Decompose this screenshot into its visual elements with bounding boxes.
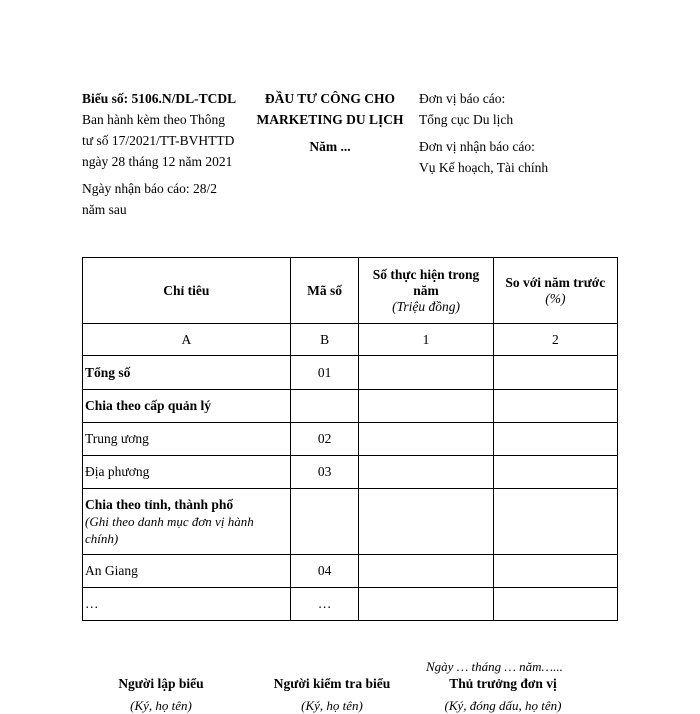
table-header-row: [83, 258, 618, 324]
checker-signature: [262, 676, 402, 714]
col-header-actual-line2: năm: [413, 282, 439, 298]
reporting-unit: Tổng cục Du lịch: [419, 112, 514, 127]
row-label: Chia theo tỉnh, thành phố: [85, 497, 234, 512]
col-letter-1: 1: [359, 324, 493, 356]
cell-compare: [493, 555, 617, 588]
table-row: [83, 588, 618, 621]
table-row: [83, 356, 618, 390]
col-header-actual: [359, 258, 493, 324]
col-letter-row: [83, 324, 618, 356]
reporting-unit-label: Đơn vị báo cáo:: [419, 91, 506, 106]
row-code: [290, 489, 359, 555]
row-label: An Giang: [83, 555, 291, 588]
col-letter-b: B: [290, 324, 359, 356]
row-label: Chia theo cấp quản lý: [83, 390, 291, 423]
cell-compare: [493, 390, 617, 423]
report-year: Năm ...: [309, 139, 351, 154]
row-label: Địa phương: [83, 456, 291, 489]
preparer-signature: [96, 676, 226, 714]
row-code: 02: [290, 423, 359, 456]
cell-actual: [359, 588, 493, 621]
cell-actual: [359, 489, 493, 555]
col-header-indicator: Chỉ tiêu: [83, 258, 291, 324]
col-header-actual-unit: (Triệu đồng): [392, 298, 460, 314]
col-letter-2: 2: [493, 324, 617, 356]
table-row: [83, 456, 618, 489]
report-title: [250, 88, 410, 157]
preparer-title: Người lập biểu: [118, 676, 204, 691]
table-row: [83, 390, 618, 423]
table-row: [83, 489, 618, 555]
head-sub: (Ký, đóng dấu, họ tên): [444, 698, 562, 713]
row-code: 04: [290, 555, 359, 588]
report-table: [82, 257, 618, 621]
form-info: [82, 88, 252, 220]
preparer-sub: (Ký, họ tên): [130, 698, 192, 713]
row-label-group: [83, 489, 291, 555]
receive-date-line-2: năm sau: [82, 202, 127, 217]
col-header-compare-label: So với năm trước: [505, 274, 606, 290]
row-code: [290, 390, 359, 423]
col-header-compare: [493, 258, 617, 324]
cell-compare: [493, 489, 617, 555]
cell-actual: [359, 423, 493, 456]
sign-date: Ngày … tháng … năm…...: [426, 659, 563, 674]
table-row: [83, 555, 618, 588]
row-code: …: [290, 588, 359, 621]
receiving-unit: Vụ Kế hoạch, Tài chính: [419, 160, 549, 175]
receiving-unit-label: Đơn vị nhận báo cáo:: [419, 139, 535, 154]
table-row: [83, 423, 618, 456]
cell-actual: [359, 356, 493, 390]
row-label: Tổng số: [83, 356, 291, 390]
cell-compare: [493, 423, 617, 456]
col-header-actual-line1: Số thực hiện trong: [372, 266, 480, 282]
cell-compare: [493, 456, 617, 489]
cell-actual: [359, 555, 493, 588]
col-header-code: Mã số: [290, 258, 359, 324]
cell-compare: [493, 356, 617, 390]
title-line-1: ĐẦU TƯ CÔNG CHO: [264, 91, 396, 106]
row-label: Trung ương: [83, 423, 291, 456]
checker-sub: (Ký, họ tên): [301, 698, 363, 713]
issued-line-3: ngày 28 tháng 12 năm 2021: [82, 154, 233, 169]
cell-actual: [359, 456, 493, 489]
col-letter-a: A: [83, 324, 291, 356]
head-signature: [428, 676, 578, 714]
title-line-2: MARKETING DU LỊCH: [256, 112, 404, 127]
col-header-compare-unit: (%): [545, 290, 566, 306]
row-note: (Ghi theo danh mục đơn vị hành chính): [85, 514, 254, 546]
issued-line-2: tư số 17/2021/TT-BVHTTD: [82, 133, 235, 148]
checker-title: Người kiểm tra biểu: [273, 676, 391, 691]
head-title: Thủ trưởng đơn vị: [449, 676, 557, 691]
row-code: 03: [290, 456, 359, 489]
row-code: 01: [290, 356, 359, 390]
cell-actual: [359, 390, 493, 423]
form-id: Biểu số: 5106.N/DL-TCDL: [82, 91, 237, 106]
units-info: [419, 88, 619, 178]
issued-line-1: Ban hành kèm theo Thông: [82, 112, 225, 127]
row-label: …: [83, 588, 291, 621]
cell-compare: [493, 588, 617, 621]
receive-date-line-1: Ngày nhận báo cáo: 28/2: [82, 181, 217, 196]
